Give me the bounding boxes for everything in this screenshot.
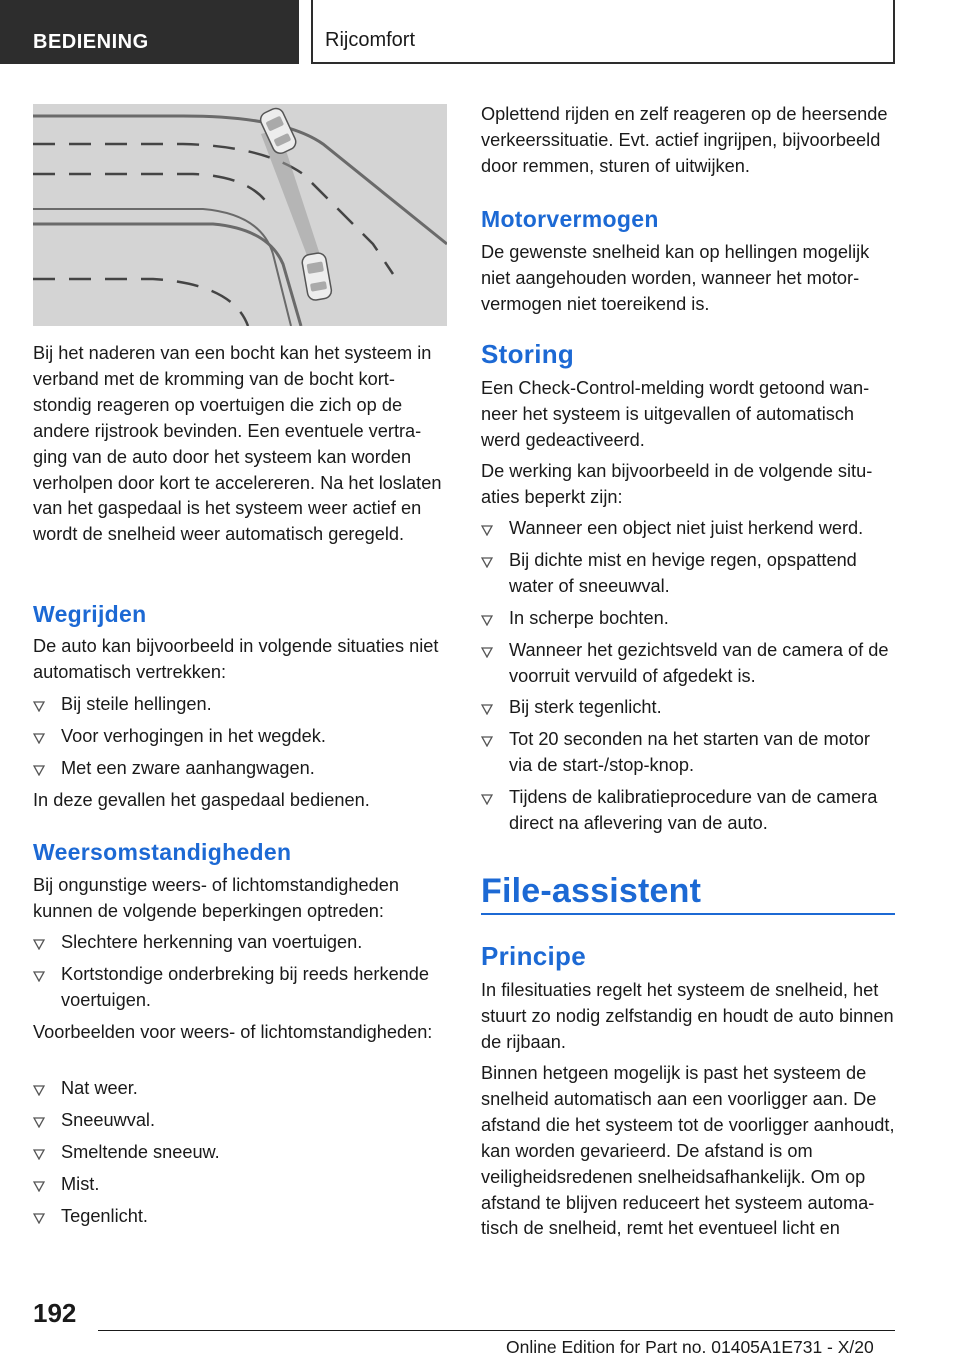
bullet-triangle-icon bbox=[481, 703, 493, 715]
weers-text-2: Voorbeelden voor weers- of lichtomstandigheden: bbox=[33, 1022, 433, 1042]
list-item bbox=[33, 1172, 447, 1198]
list-item-text: Tot 20 seconden na het starten van de motor via de start-/stop-knop. bbox=[509, 729, 870, 775]
list-item-text: Tijdens de kalibratieprocedure van de camera direct na aflevering van de auto. bbox=[509, 787, 878, 833]
intro-paragraph: Bij het naderen van een bocht kan het systeem in verband met de kromming van de bocht kortstondig reageren op voertuigen die zich op de andere rijstrook bevinden. Een eventuele vertraging van de auto door het systeem kan worden verholpen door kort te accelereren. Na het loslaten van het gaspedaal is het systeem weer actief en wordt de snelheid weer automatisch geregeld. bbox=[33, 343, 442, 545]
list-item-text: Mist. bbox=[61, 1174, 100, 1194]
list-item-text: Met een zware aanhangwagen. bbox=[61, 758, 315, 778]
heading-weersomstandigheden: Weersomstandigheden bbox=[33, 839, 292, 865]
bullet-triangle-icon bbox=[33, 732, 45, 744]
list-item-text: Wanneer het gezichtsveld van de camera of de voorruit vervuild of afgedekt is. bbox=[509, 640, 889, 686]
principe-text-2: Binnen hetgeen mogelijk is past het systeem de snelheid automatisch aan een voorligger aan. De afstand die het systeem tot de voorligger aanhoudt, kan worden gevarieerd. De afstand is om veiligheidsredenen snelheidsafhankelijk. Om op afstand te blijven reduceert het systeem automatisch de snelheid, remt het eventueel licht en bbox=[481, 1063, 895, 1239]
list-item bbox=[481, 638, 895, 690]
bullet-triangle-icon bbox=[481, 524, 493, 536]
list-item bbox=[481, 727, 895, 779]
list-item bbox=[33, 692, 447, 718]
wegrijden-text: De auto kan bijvoorbeeld in volgende situaties niet automatisch vertrekken: bbox=[33, 636, 439, 682]
heading-wegrijden: Wegrijden bbox=[33, 601, 147, 627]
footer-rule bbox=[98, 1330, 895, 1331]
motor-text: De gewenste snelheid kan op hellingen mogelijk niet aangehouden worden, wanneer het motorvermogen niet toereikend is. bbox=[481, 242, 870, 314]
bullet-triangle-icon bbox=[33, 700, 45, 712]
list-item bbox=[481, 695, 895, 721]
footer-edition: Online Edition for Part no. 01405A1E731 - X/20 bbox=[506, 1337, 874, 1357]
bullet-triangle-icon bbox=[481, 614, 493, 626]
heading-file-assistent: File-assistent bbox=[481, 872, 702, 910]
curve-illustration bbox=[33, 104, 447, 326]
bullet-triangle-icon bbox=[33, 1116, 45, 1128]
list-item-text: Nat weer. bbox=[61, 1078, 138, 1098]
list-item bbox=[481, 785, 895, 837]
list-item bbox=[33, 1076, 447, 1102]
heading-motorvermogen: Motorvermogen bbox=[481, 206, 659, 232]
bullet-triangle-icon bbox=[33, 970, 45, 982]
list-item-text: Bij steile hellingen. bbox=[61, 694, 212, 714]
bullet-triangle-icon bbox=[33, 1212, 45, 1224]
bullet-triangle-icon bbox=[33, 1084, 45, 1096]
list-item bbox=[33, 962, 447, 1014]
right-intro-paragraph: Oplettend rijden en zelf reageren op de heersende verkeerssituatie. Evt. actief ingrijpen, bijvoorbeeld door remmen, sturen of uitwijken. bbox=[481, 104, 888, 176]
storing-text: Een Check-Control-melding wordt getoond wanneer het systeem is uitgevallen of automatisch werd gedeactiveerd. bbox=[481, 378, 870, 450]
bullet-triangle-icon bbox=[481, 735, 493, 747]
bullet-triangle-icon bbox=[481, 556, 493, 568]
list-item bbox=[33, 1140, 447, 1166]
bullet-triangle-icon bbox=[33, 1180, 45, 1192]
list-item bbox=[33, 930, 447, 956]
bullet-triangle-icon bbox=[481, 646, 493, 658]
page-number: 192 bbox=[33, 1298, 77, 1328]
weers-text: Bij ongunstige weers- of lichtomstandigheden kunnen de volgende beperkingen optreden: bbox=[33, 875, 399, 921]
list-item-text: In scherpe bochten. bbox=[509, 608, 669, 628]
list-item-text: Tegenlicht. bbox=[61, 1206, 148, 1226]
list-item-text: Kortstondige onderbreking bij reeds herkende voertuigen. bbox=[61, 964, 430, 1010]
heading-principe: Principe bbox=[481, 941, 586, 971]
principe-text: In filesituaties regelt het systeem de snelheid, het stuurt zo nodig zelfstandig en houdt de auto binnen de rijbaan. bbox=[481, 980, 894, 1052]
list-item-text: Voor verhogingen in het wegdek. bbox=[61, 726, 326, 746]
list-item bbox=[481, 548, 895, 600]
list-item bbox=[33, 724, 447, 750]
list-item bbox=[33, 1204, 447, 1230]
list-item bbox=[33, 1108, 447, 1134]
wegrijden-after: In deze gevallen het gaspedaal bedienen. bbox=[33, 790, 370, 810]
bullet-triangle-icon bbox=[33, 938, 45, 950]
list-item bbox=[481, 516, 895, 542]
bullet-triangle-icon bbox=[481, 793, 493, 805]
list-item-text: Slechtere herkenning van voertuigen. bbox=[61, 932, 363, 952]
list-item-text: Smeltende sneeuw. bbox=[61, 1142, 220, 1162]
bullet-triangle-icon bbox=[33, 764, 45, 776]
list-item bbox=[481, 606, 895, 632]
list-item bbox=[33, 756, 447, 782]
heading-storing: Storing bbox=[481, 339, 575, 369]
header-chapter-label: Rijcomfort bbox=[311, 0, 895, 64]
heading-rule bbox=[481, 913, 895, 915]
bullet-triangle-icon bbox=[33, 1148, 45, 1160]
header-section-label: BEDIENING bbox=[0, 0, 299, 64]
list-item-text: Bij dichte mist en hevige regen, opspattend water of sneeuwval. bbox=[509, 550, 857, 596]
list-item-text: Bij sterk tegenlicht. bbox=[509, 697, 662, 717]
storing-text-2: De werking kan bijvoorbeeld in de volgende situaties beperkt zijn: bbox=[481, 461, 873, 507]
road-curve-drawing bbox=[33, 104, 447, 326]
list-item-text: Sneeuwval. bbox=[61, 1110, 156, 1130]
list-item-text: Wanneer een object niet juist herkend werd. bbox=[509, 518, 864, 538]
